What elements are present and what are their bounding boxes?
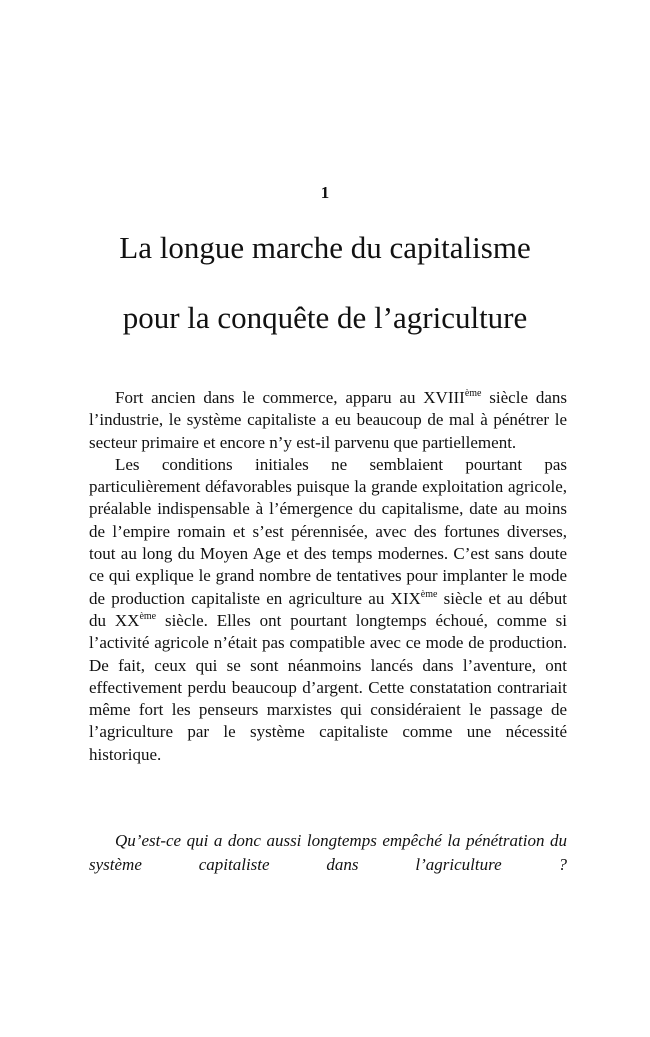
chapter-number: 1	[320, 183, 330, 202]
paragraph-2	[89, 454, 567, 766]
italic-question	[89, 829, 567, 877]
paragraph-1-text-a: Fort ancien dans le commerce, apparu au XVIII	[115, 388, 465, 407]
chapter-title-line-2: pour la conquête de l’agriculture	[122, 300, 528, 335]
body-text	[89, 387, 567, 766]
paragraph-1-text-b: siècle dans l’industrie, le système capitaliste a eu beaucoup de mal à pénétrer le secteur primaire et encore n’y est-il parvenu que partiellement.	[89, 388, 567, 452]
superscript: ème	[139, 610, 157, 622]
paragraph-1	[89, 387, 567, 454]
superscript: ème	[420, 588, 438, 600]
question-text: Qu’est-ce qui a donc aussi longtemps empêché la pénétration du système capitaliste dans l’agriculture ?	[89, 831, 567, 874]
superscript: ème	[464, 388, 482, 399]
chapter-title-line-1: La longue marche du capitalisme	[119, 230, 531, 265]
paragraph-2-text-c: siècle. Elles ont pourtant longtemps échoué, comme si l’activité agricole n’était pas compatible avec ce mode de production. De fait, ceux qui se sont néanmoins lancés dans l’aventure, ont effectivement perdu beaucoup d’argent. Cette constatation contrariait même fort les penseurs marxistes qui considéraient le passage de l’agriculture par le système capitaliste comme une nécessité historique.	[89, 610, 567, 764]
paragraph-2-text-b: siècle et au début du XX	[89, 588, 568, 630]
paragraph-2-text-a: Les conditions initiales ne semblaient pourtant pas particulièrement défavorables puisque la grande exploitation agricole, préalable indispensable à l’émergence du capitalisme, date au moins de l’empire romain et s’est pérennisée, avec des fortunes diverses, tout au long du Moyen Age et des temps modernes. C’est sans doute ce qui explique le grand nombre de tentatives pour implanter le mode de production capitaliste en agriculture au XIX	[89, 454, 567, 608]
